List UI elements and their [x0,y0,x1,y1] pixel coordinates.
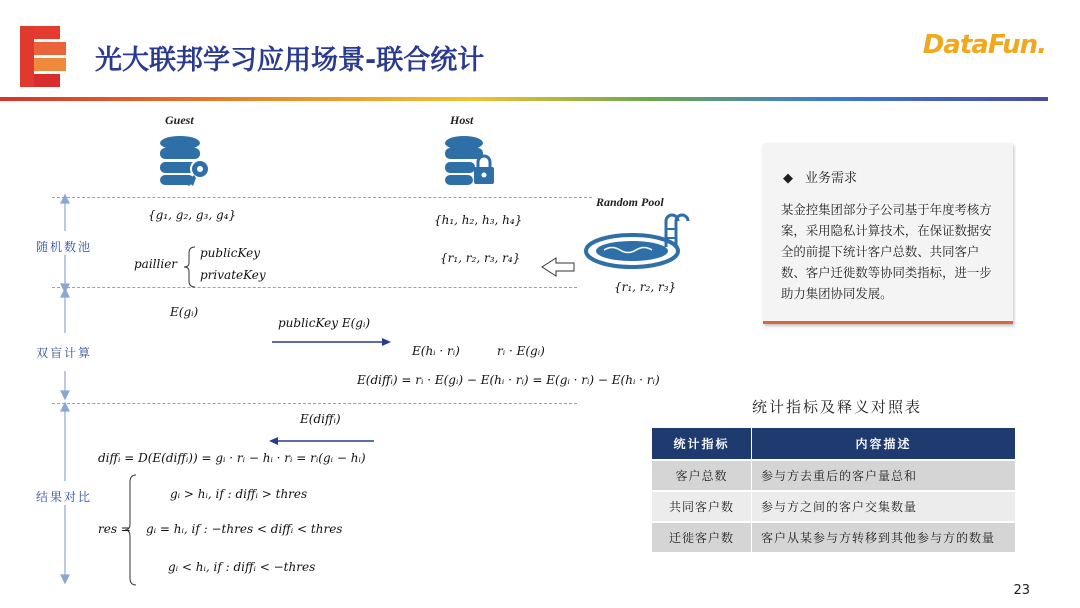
private-key-label: privateKey [200,268,266,282]
table-row [652,460,1016,491]
guest-label: Guest [165,113,194,127]
decrypted-diff-equation: diffᵢ = D(E(diffᵢ)) = gᵢ · rᵢ − hᵢ · rᵢ = rᵢ(gᵢ − hᵢ) [98,451,366,465]
table-cell-metric: 迁徙客户数 [652,522,752,552]
header-divider [0,97,1048,101]
table-cell-description: 参与方去重后的客户量总和 [752,460,1016,491]
table-header-description: 内容描述 [752,428,1016,460]
host-value-set: {h₁, h₂, h₃, h₄} [434,213,523,227]
result-case-equal: gᵢ = hᵢ, if : −thres < diffᵢ < thres [146,522,343,536]
metrics-table [652,428,1016,552]
business-requirement-card [763,143,1013,324]
guest-database-icon [158,135,214,191]
public-key-label: publicKey [200,246,261,260]
result-brace [124,474,138,590]
phase-divider-top [52,197,592,198]
phase-label-blind-compute: 双盲计算 [36,346,93,360]
encrypted-h-times-r: E(hᵢ · rᵢ) [412,344,460,358]
host-to-guest-arrow [268,431,376,450]
phase-label-result-compare: 结果对比 [36,490,93,504]
table-header-row [652,428,1016,460]
send-public-key-label: publicKey E(gᵢ) [278,316,371,330]
phase-label-random-pool: 随机数池 [36,240,93,254]
table-cell-description: 客户从某参与方转移到其他参与方的数量 [752,522,1016,552]
table-cell-metric: 共同客户数 [652,491,752,522]
random-pool-label: Random Pool [596,195,664,209]
table-cell-description: 参与方之间的客户交集数量 [752,491,1016,522]
encrypted-diff-return: E(diffᵢ) [300,412,341,426]
r-times-encrypted-g: rᵢ · E(gᵢ) [497,344,545,358]
key-brace [183,246,197,292]
encrypted-g: E(gᵢ) [170,305,199,319]
table-row [652,491,1016,522]
logo-mark [20,26,68,88]
guest-to-host-arrow [272,332,392,351]
datafun-logo: DataFun. [922,30,1046,60]
table-row [652,522,1016,552]
card-heading: ◆ 业务需求 [783,171,858,186]
table-title: 统计指标及释义对照表 [752,398,923,416]
guest-value-set: {g₁, g₂, g₃, g₄} [148,208,237,222]
result-case-less: gᵢ < hᵢ, if : diffᵢ < −thres [168,560,316,574]
host-label: Host [450,113,474,127]
pool-icon [582,213,692,277]
pool-random-set: {r₁, r₂, r₃} [614,280,677,294]
phase-divider-mid [52,287,577,288]
card-body-text: 某金控集团部分子公司基于年度考核方案，采用隐私计算技术，在保证数据安全的前提下统计客户总数、共同客户数、客户迁徙数等协同类指标，进一步助力集团协同发展。 [781,202,992,301]
result-case-greater: gᵢ > hᵢ, if : diffᵢ > thres [170,487,308,501]
pool-to-host-arrow [540,257,576,281]
phase-divider-low [52,403,577,404]
paillier-label: paillier [134,257,178,271]
encrypted-diff-equation: E(diffᵢ) = rᵢ · E(gᵢ) − E(hᵢ · rᵢ) = E(gᵢ · rᵢ) − E(hᵢ · rᵢ) [357,373,660,387]
host-random-set: {r₁, r₂, r₃, r₄} [440,251,521,265]
result-label: res = [98,522,131,536]
page-title: 光大联邦学习应用场景-联合统计 [95,45,485,76]
host-database-lock-icon [444,135,496,191]
table-header-metric: 统计指标 [652,428,752,460]
table-cell-metric: 客户总数 [652,460,752,491]
diamond-bullet-icon: ◆ [783,171,793,186]
page-number: 23 [1013,583,1030,598]
